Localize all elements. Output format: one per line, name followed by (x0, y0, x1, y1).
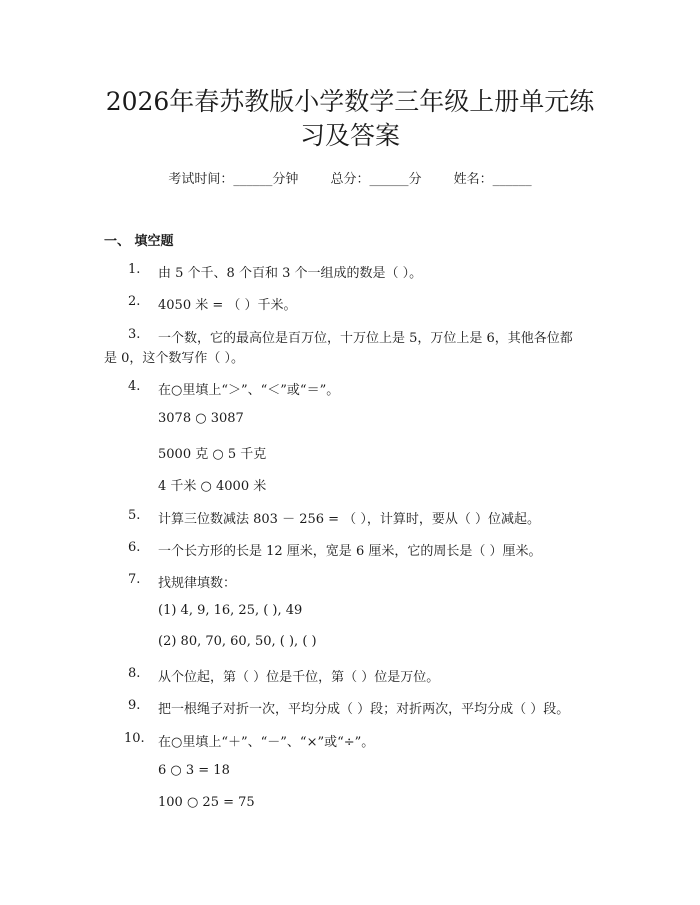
question-number: 8. (128, 666, 141, 681)
sub-question: 3078 ○ 3087 (158, 411, 244, 426)
question-text: 从个位起，第（ ）位是千位，第（ ）位是万位。 (158, 670, 440, 685)
question-text: 把一根绳子对折一次，平均分成（ ）段；对折两次，平均分成（ ）段。 (158, 702, 570, 717)
question-number: 4. (128, 379, 141, 394)
sub-question: (2) 80, 70, 60, 50, ( ), ( ) (158, 634, 317, 649)
question-number: 5. (128, 508, 141, 523)
sub-question: (1) 4, 9, 16, 25, ( ), 49 (158, 603, 303, 618)
question-text: 找规律填数： (158, 576, 237, 591)
question-number: 7. (128, 572, 141, 587)
sub-question: 100 ○ 25 = 75 (158, 795, 255, 810)
question-text: 由 5 个千、8 个百和 3 个一组成的数是（ ）。 (158, 266, 423, 281)
question-text: 4050 米 = （ ）千米。 (158, 298, 297, 313)
exam-time: 考试时间：______分钟 (168, 172, 299, 187)
sub-question: 5000 克 ○ 5 千克 (158, 447, 267, 462)
question-text: 在○里填上“＞”、“＜”或“＝”。 (158, 383, 340, 398)
question-text: 计算三位数减法 803 － 256 = （ ），计算时，要从（ ）位减起。 (158, 512, 540, 527)
student-name: 姓名：______ (453, 172, 532, 187)
question-text: 在○里填上“＋”、“－”、“×”或“÷”。 (158, 735, 375, 750)
question-number: 6. (128, 540, 141, 555)
exam-score: 总分：______分 (330, 172, 422, 187)
question-number: 3. (128, 327, 141, 342)
question-text-continued: 是 0，这个数写作（ ）。 (104, 351, 245, 366)
exam-meta (0, 168, 700, 187)
question-number: 9. (128, 698, 141, 713)
document-title-line-1: 2026年春苏教版小学数学三年级上册单元练 (105, 87, 595, 116)
sub-question: 6 ○ 3 = 18 (158, 763, 230, 778)
sub-question: 4 千米 ○ 4000 米 (158, 479, 267, 494)
question-text: 一个长方形的长是 12 厘米，宽是 6 厘米，它的周长是（ ）厘米。 (158, 544, 542, 559)
question-text: 一个数，它的最高位是百万位，十万位上是 5，万位上是 6，其他各位都 (158, 331, 573, 346)
question-number: 1. (128, 262, 141, 277)
document-title-line-2: 习及答案 (299, 121, 400, 150)
question-number: 10. (124, 731, 145, 746)
section-heading: 一、 填空题 (104, 234, 174, 249)
question-number: 2. (128, 294, 141, 309)
